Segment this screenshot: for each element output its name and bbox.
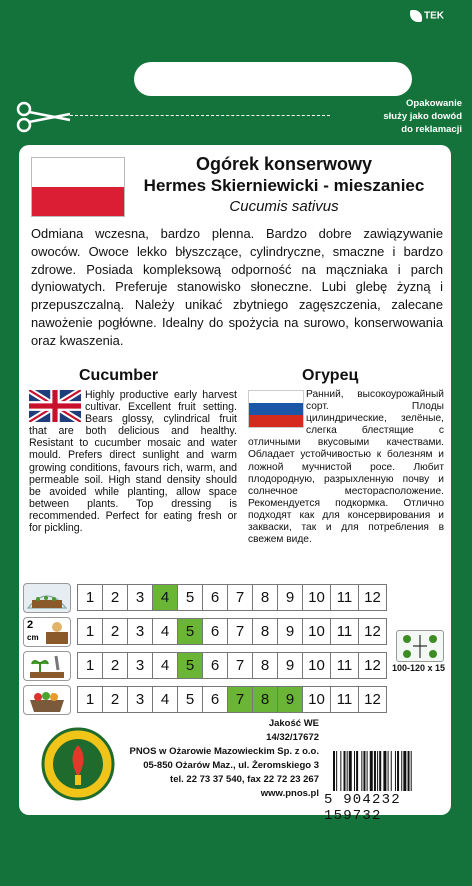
month-cell: 2 xyxy=(103,687,128,712)
month-cells xyxy=(77,652,387,679)
depth-unit: cm xyxy=(27,633,39,642)
russian-heading: Огурец xyxy=(302,367,359,384)
month-cell: 9 xyxy=(278,585,303,610)
leaf-icon xyxy=(410,10,422,22)
barcode-icon xyxy=(331,751,447,791)
month-cell: 11 xyxy=(331,585,359,610)
brand-mark-label: TEK xyxy=(424,10,444,22)
month-cell: 9 xyxy=(278,619,303,644)
month-cells xyxy=(77,618,387,645)
cut-line xyxy=(70,115,330,116)
polish-flag-icon xyxy=(31,157,125,217)
depth-value: 2 xyxy=(27,619,34,631)
title-line-2: Hermes Skierniewicki - mieszaniec xyxy=(143,176,425,195)
keep-note-line-3: do reklamacji xyxy=(401,124,462,135)
month-cell: 6 xyxy=(203,619,228,644)
month-cell: 6 xyxy=(203,585,228,610)
month-cell: 5 xyxy=(178,653,203,678)
month-cell: 12 xyxy=(359,653,386,678)
month-cell: 5 xyxy=(178,687,203,712)
pnos-logo-icon xyxy=(41,727,115,801)
month-cell: 2 xyxy=(103,619,128,644)
month-cell: 4 xyxy=(153,687,178,712)
spacing-label: 100-120 x 15 xyxy=(392,663,446,673)
company-info xyxy=(119,717,319,801)
month-cell: 2 xyxy=(103,585,128,610)
month-cell: 1 xyxy=(78,687,103,712)
latin-name: Cucumis sativus xyxy=(229,198,339,215)
title-line-1: Ogórek konserwowy xyxy=(195,154,373,174)
russian-flag-icon xyxy=(248,390,304,428)
plant-spacing-icon xyxy=(396,630,444,662)
month-cell: 5 xyxy=(178,619,203,644)
month-cell: 3 xyxy=(128,585,153,610)
month-cell: 7 xyxy=(228,585,253,610)
month-cell: 3 xyxy=(128,653,153,678)
month-cell: 2 xyxy=(103,653,128,678)
registry-code: 14/32/17672 xyxy=(266,732,319,743)
month-cell: 8 xyxy=(253,585,278,610)
month-cell: 10 xyxy=(303,653,331,678)
month-cell: 7 xyxy=(228,619,253,644)
scissors-icon xyxy=(16,100,72,134)
info-card xyxy=(19,145,451,824)
keep-note-line-2: służy jako dowód xyxy=(383,111,462,122)
month-cell: 12 xyxy=(359,619,386,644)
english-description: Highly productive early harvest cultivar. Excellent fruit setting. Bears glossy, cylindrical fruit that are both delicious and healthy. Resistant to cucumber mosaic and water mould. Prefers direct sunlight and warm growing conditions, favours rich, warm, and permeable soil. High stand density should be avoided while planting, allow space between plants. Top dressing is recommended. Perfect for eating fresh or for pickling. xyxy=(29,389,237,535)
sowing-depth-2cm-icon xyxy=(23,617,71,647)
month-cell: 12 xyxy=(359,585,386,610)
month-cell: 1 xyxy=(78,619,103,644)
barcode-number: 5 904232 159732 xyxy=(324,792,401,824)
month-cell: 4 xyxy=(153,653,178,678)
brand-mark xyxy=(410,10,444,22)
month-cell: 1 xyxy=(78,653,103,678)
uk-flag-icon xyxy=(29,390,81,422)
month-cell: 6 xyxy=(203,653,228,678)
month-cell: 3 xyxy=(128,687,153,712)
company-phone: tel. 22 73 37 540, fax 22 72 23 267 xyxy=(170,774,319,785)
month-cell: 4 xyxy=(153,585,178,610)
month-cell: 6 xyxy=(203,687,228,712)
month-cell: 8 xyxy=(253,619,278,644)
keep-note-line-1: Opakowanie xyxy=(406,98,462,109)
month-cell: 11 xyxy=(331,687,359,712)
polish-description: Odmiana wczesna, bardzo plenna. Bardzo dobre zawiązywanie owoców. Owoce lekko błyszczące, cylindryczne, smaczne i bardzo zdrowe. Posiada kompleksową odporność na mączniaka i parch dyniowatych. Preferuje stanowisko słoneczne. Lubi glebę żyzną i przepuszczalną. Należy unikać zbytniego zagęszczenia, zalecane nawożenie pogłówne. Idealny do spożycia na surowo, konserwowania oraz kwaszenia. xyxy=(31,226,443,348)
month-cell: 5 xyxy=(178,585,203,610)
month-cell: 10 xyxy=(303,619,331,644)
month-cell: 10 xyxy=(303,585,331,610)
hang-hole xyxy=(134,62,412,96)
month-cell: 4 xyxy=(153,619,178,644)
month-cell: 1 xyxy=(78,585,103,610)
product-title xyxy=(119,153,449,216)
english-heading: Cucumber xyxy=(79,367,159,384)
month-cell: 7 xyxy=(228,687,253,712)
greenhouse-sowing-icon xyxy=(23,583,71,613)
planting-out-icon xyxy=(23,651,71,681)
company-address: 05-850 Ożarów Maz., ul. Żeromskiego 3 xyxy=(143,760,319,771)
company-name: PNOS w Ożarowie Mazowieckim Sp. z o.o. xyxy=(129,746,319,757)
month-cell: 9 xyxy=(278,687,303,712)
month-cell: 12 xyxy=(359,687,386,712)
russian-description: Ранний, высокоурожайный сорт. Плоды цилиндрические, зелёные, слегка блестящие с отличными вкусовыми качествами. Обладает устойчивостью к болезням и ложной мучнистой росе. Любит плодородную, разрыхленную почву и солнечное месторасположение. Рекомендуется подкормка. Отлично подходят как для консервирования и закваски, так и для потребления в свежем виде. xyxy=(248,389,444,546)
keep-packaging-note xyxy=(332,97,462,136)
month-cells xyxy=(77,686,387,713)
month-cell: 9 xyxy=(278,653,303,678)
month-cell: 8 xyxy=(253,687,278,712)
month-cell: 10 xyxy=(303,687,331,712)
month-cell: 7 xyxy=(228,653,253,678)
month-cell: 3 xyxy=(128,619,153,644)
month-cells xyxy=(77,584,387,611)
company-website: www.pnos.pl xyxy=(260,788,319,799)
month-cell: 8 xyxy=(253,653,278,678)
harvest-basket-icon xyxy=(23,685,71,715)
month-cell: 11 xyxy=(331,619,359,644)
quality-label: Jakość WE xyxy=(268,718,319,729)
month-cell: 11 xyxy=(331,653,359,678)
